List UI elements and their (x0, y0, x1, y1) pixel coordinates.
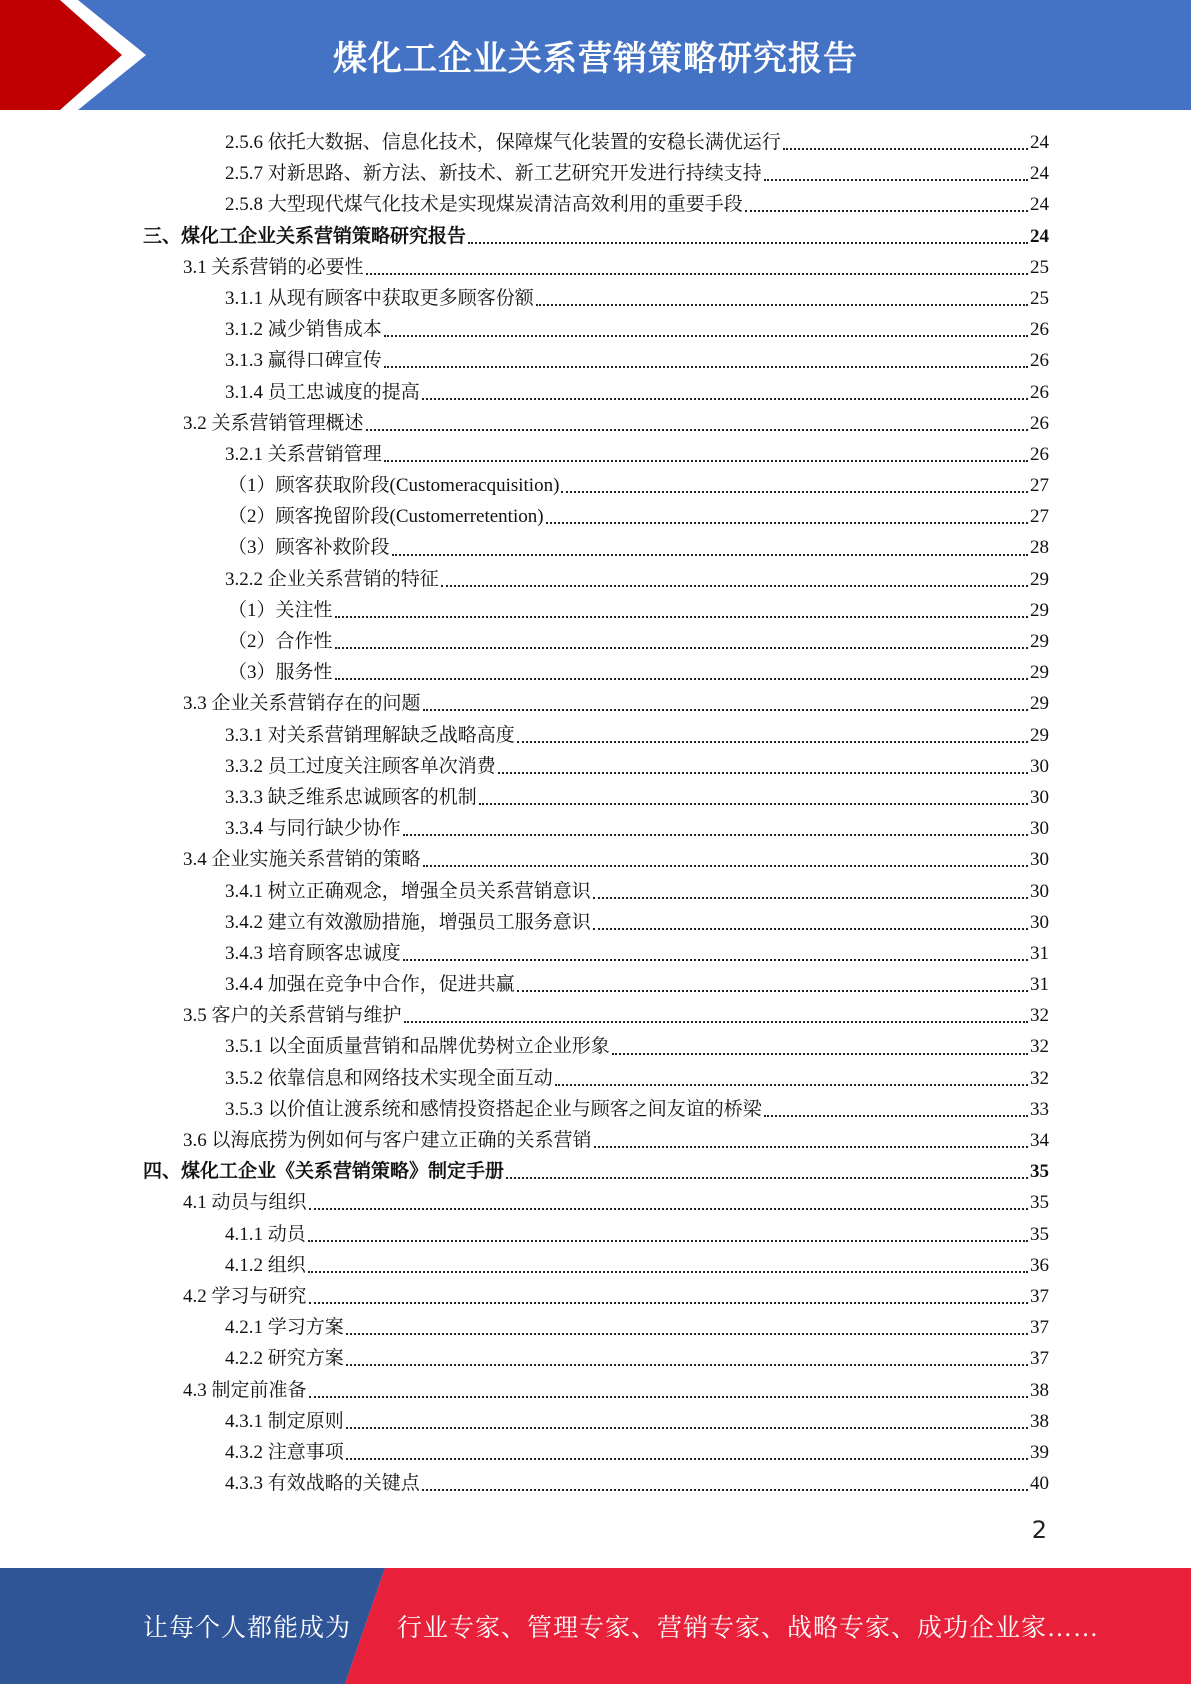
toc-entry[interactable] (0, 1468, 1049, 1499)
toc-dot-leader (346, 1426, 1028, 1429)
toc-entry[interactable] (0, 1437, 1049, 1468)
toc-entry-label: （2）合作性 (228, 631, 333, 652)
toc-entry[interactable] (0, 626, 1049, 657)
toc-entry-label: 4.3.1 制定原则 (225, 1410, 344, 1432)
toc-entry[interactable] (0, 532, 1049, 563)
toc-dot-leader (335, 615, 1028, 618)
toc-entry-page: 29 (1030, 599, 1049, 621)
toc-dot-leader (392, 553, 1028, 556)
toc-dot-leader (308, 1239, 1028, 1242)
toc-entry-page: 26 (1030, 350, 1049, 372)
toc-entry-page: 38 (1030, 1379, 1049, 1401)
toc-dot-leader (561, 490, 1028, 493)
toc-entry-page: 32 (1030, 1005, 1049, 1027)
toc-entry[interactable] (0, 501, 1049, 532)
toc-entry[interactable] (0, 408, 1049, 439)
toc-entry[interactable] (0, 252, 1049, 283)
toc-entry-label: 3.2 关系营销管理概述 (183, 412, 364, 434)
toc-entry[interactable] (0, 969, 1049, 1000)
toc-entry-label: 3.1.2 减少销售成本 (225, 319, 382, 341)
toc-dot-leader (309, 1207, 1028, 1210)
toc-entry-label: 4.3 制定前准备 (183, 1379, 307, 1401)
toc-entry[interactable] (0, 1312, 1049, 1343)
toc-entry-label: 4.2.2 研究方案 (225, 1348, 344, 1370)
toc-entry-label: 2.5.6 依托大数据、信息化技术，保障煤气化装置的安稳长满优运行 (225, 132, 781, 153)
toc-entry[interactable] (0, 1063, 1049, 1094)
toc-dot-leader (593, 896, 1028, 899)
toc-entry-label: （1）关注性 (228, 599, 333, 621)
toc-entry[interactable] (0, 876, 1049, 907)
toc-entry-page: 30 (1030, 818, 1049, 840)
toc-dot-leader (764, 178, 1028, 181)
toc-dot-leader (403, 833, 1028, 836)
toc-entry-page: 37 (1030, 1317, 1049, 1339)
header-chevron-decoration (0, 0, 160, 110)
toc-entry[interactable] (0, 688, 1049, 719)
table-of-contents (0, 127, 1191, 1499)
toc-dot-leader (308, 1270, 1028, 1273)
toc-entry[interactable] (0, 1156, 1049, 1187)
toc-entry-label: 3.5 客户的关系营销与维护 (183, 1005, 402, 1027)
toc-dot-leader (479, 802, 1028, 805)
toc-entry-label: 3.4.3 培育顾客忠诚度 (225, 942, 401, 964)
toc-dot-leader (536, 303, 1028, 306)
toc-entry[interactable] (0, 1000, 1049, 1031)
toc-entry-page: 29 (1030, 631, 1049, 652)
toc-dot-leader (441, 584, 1028, 587)
toc-entry-label: 3.3.1 对关系营销理解缺乏战略高度 (225, 724, 515, 746)
toc-entry-label: 3.3.2 员工过度关注顾客单次消费 (225, 755, 496, 777)
toc-entry-page: 30 (1030, 880, 1049, 902)
toc-entry-label: 3.6 以海底捞为例如何与客户建立正确的关系营销 (183, 1130, 592, 1151)
toc-dot-leader (346, 1332, 1028, 1335)
toc-dot-leader (612, 1052, 1028, 1055)
toc-dot-leader (422, 397, 1028, 400)
toc-entry-page: 24 (1030, 132, 1049, 153)
toc-entry-label: 3.4.1 树立正确观念，增强全员关系营销意识 (225, 880, 591, 902)
footer-slogan-left: 让每个人都能成为 (143, 1615, 352, 1642)
toc-entry-label: 三、煤化工企业关系营销策略研究报告 (143, 225, 467, 247)
toc-entry-label: （3）服务性 (228, 662, 333, 684)
toc-entry[interactable] (0, 439, 1049, 470)
toc-entry-label: 4.2 学习与研究 (183, 1285, 307, 1307)
toc-dot-leader (555, 1083, 1028, 1086)
toc-entry-page: 27 (1030, 475, 1049, 497)
page-header (0, 0, 1191, 110)
toc-entry-label: 3.1 关系营销的必要性 (183, 256, 364, 278)
page-footer (0, 1568, 1191, 1684)
toc-entry[interactable] (0, 1125, 1049, 1156)
toc-entry-label: 4.1.1 动员 (225, 1223, 306, 1245)
toc-entry[interactable] (0, 938, 1049, 969)
toc-entry-label: 3.5.2 依靠信息和网络技术实现全面互动 (225, 1067, 553, 1089)
toc-dot-leader (384, 459, 1028, 462)
toc-entry-page: 26 (1030, 412, 1049, 434)
toc-entry-page: 30 (1030, 755, 1049, 777)
toc-dot-leader (517, 740, 1028, 743)
toc-dot-leader (498, 771, 1028, 774)
toc-dot-leader (423, 708, 1028, 711)
toc-entry-page: 37 (1030, 1348, 1049, 1370)
toc-entry[interactable] (0, 283, 1049, 314)
toc-dot-leader (335, 646, 1028, 649)
toc-entry-page: 36 (1030, 1254, 1049, 1276)
toc-dot-leader (745, 209, 1028, 212)
toc-entry[interactable] (0, 1406, 1049, 1437)
toc-entry[interactable] (0, 158, 1049, 189)
footer-slogan-right: 行业专家、管理专家、营销专家、战略专家、成功企业家…… (397, 1615, 1100, 1642)
toc-entry-label: 3.3.4 与同行缺少协作 (225, 818, 401, 840)
toc-dot-leader (366, 428, 1028, 431)
toc-dot-leader (403, 958, 1028, 961)
toc-entry-page: 24 (1030, 163, 1049, 185)
toc-entry-page: 25 (1030, 287, 1049, 309)
toc-entry[interactable] (0, 1250, 1049, 1281)
toc-entry-label: 4.3.2 注意事项 (225, 1441, 344, 1463)
toc-entry[interactable] (0, 1187, 1049, 1218)
toc-dot-leader (309, 1395, 1028, 1398)
toc-entry[interactable] (0, 907, 1049, 938)
toc-dot-leader (594, 1145, 1028, 1148)
toc-entry[interactable] (0, 345, 1049, 376)
toc-entry-page: 26 (1030, 381, 1049, 403)
toc-entry[interactable] (0, 1375, 1049, 1406)
toc-entry[interactable] (0, 127, 1049, 158)
toc-entry-label: 4.1.2 组织 (225, 1254, 306, 1276)
toc-entry-page: 30 (1030, 786, 1049, 808)
toc-entry-label: 2.5.8 大型现代煤气化技术是实现煤炭清洁高效利用的重要手段 (225, 194, 743, 216)
toc-entry-label: 4.2.1 学习方案 (225, 1317, 344, 1339)
toc-entry-page: 32 (1030, 1067, 1049, 1089)
toc-entry[interactable] (0, 751, 1049, 782)
toc-entry-label: 3.3 企业关系营销存在的问题 (183, 693, 421, 715)
toc-entry[interactable] (0, 1343, 1049, 1374)
toc-entry[interactable] (0, 657, 1049, 688)
toc-dot-leader (546, 521, 1028, 524)
toc-dot-leader (468, 241, 1028, 244)
toc-dot-leader (346, 1457, 1028, 1460)
toc-dot-leader (384, 365, 1028, 368)
toc-dot-leader (404, 1020, 1028, 1023)
page-title: 煤化工企业关系营销策略研究报告 (333, 38, 858, 79)
toc-entry[interactable] (0, 470, 1049, 501)
toc-entry-page: 32 (1030, 1036, 1049, 1058)
toc-dot-leader (335, 677, 1028, 680)
toc-entry[interactable] (0, 1094, 1049, 1125)
toc-entry-label: 3.5.3 以价值让渡系统和感情投资搭起企业与顾客之间友谊的桥梁 (225, 1098, 762, 1120)
toc-entry-page: 29 (1030, 568, 1049, 590)
toc-entry-page: 29 (1030, 693, 1049, 715)
toc-entry[interactable] (0, 377, 1049, 408)
toc-entry-page: 24 (1030, 225, 1049, 247)
toc-entry[interactable] (0, 844, 1049, 875)
toc-entry-label: 3.4.2 建立有效激励措施，增强员工服务意识 (225, 911, 591, 933)
toc-entry-label: 2.5.7 对新思路、新方法、新技术、新工艺研究开发进行持续支持 (225, 163, 762, 185)
toc-dot-leader (422, 1488, 1028, 1491)
toc-list (0, 127, 1049, 1499)
toc-entry-page: 28 (1030, 537, 1049, 559)
toc-entry-page: 31 (1030, 974, 1049, 996)
toc-entry-label: 3.4.4 加强在竞争中合作，促进共赢 (225, 974, 515, 996)
toc-entry[interactable] (0, 595, 1049, 626)
toc-entry-page: 35 (1030, 1223, 1049, 1245)
toc-entry-label: 3.4 企业实施关系营销的策略 (183, 849, 421, 871)
toc-entry-label: 3.2.1 关系营销管理 (225, 443, 382, 465)
toc-entry[interactable] (0, 564, 1049, 595)
toc-entry-page: 25 (1030, 256, 1049, 278)
toc-entry-page: 29 (1030, 724, 1049, 746)
toc-entry-label: 4.1 动员与组织 (183, 1192, 307, 1214)
toc-entry-label: 3.3.3 缺乏维系忠诚顾客的机制 (225, 786, 477, 808)
toc-entry[interactable] (0, 1281, 1049, 1312)
toc-dot-leader (506, 1176, 1028, 1179)
toc-entry-page: 39 (1030, 1441, 1049, 1463)
toc-entry[interactable] (0, 1219, 1049, 1250)
toc-entry-page: 34 (1030, 1130, 1049, 1151)
toc-entry-label: 3.1.4 员工忠诚度的提高 (225, 381, 420, 403)
toc-dot-leader (517, 989, 1028, 992)
toc-entry-page: 33 (1030, 1098, 1049, 1120)
toc-entry-page: 35 (1030, 1161, 1049, 1183)
toc-entry-page: 24 (1030, 194, 1049, 216)
toc-entry-label: 3.2.2 企业关系营销的特征 (225, 568, 439, 590)
toc-entry-page: 30 (1030, 911, 1049, 933)
toc-entry-label: 四、煤化工企业《关系营销策略》制定手册 (143, 1161, 505, 1183)
toc-entry-page: 30 (1030, 849, 1049, 871)
toc-entry[interactable] (0, 314, 1049, 345)
toc-entry-label: 3.1.1 从现有顾客中获取更多顾客份额 (225, 287, 534, 309)
toc-entry-label: （3）顾客补救阶段 (228, 537, 390, 559)
toc-entry-page: 27 (1030, 506, 1049, 528)
toc-entry[interactable] (0, 720, 1049, 751)
toc-entry[interactable] (0, 221, 1049, 252)
toc-entry-label: 3.1.3 赢得口碑宣传 (225, 350, 382, 372)
toc-dot-leader (384, 334, 1028, 337)
toc-entry[interactable] (0, 813, 1049, 844)
toc-entry-page: 26 (1030, 319, 1049, 341)
toc-entry-label: 4.3.3 有效战略的关键点 (225, 1473, 420, 1495)
toc-dot-leader (309, 1301, 1028, 1304)
toc-entry-page: 31 (1030, 942, 1049, 964)
toc-entry-page: 40 (1030, 1473, 1049, 1495)
toc-entry-page: 38 (1030, 1410, 1049, 1432)
toc-entry-label: （1）顾客获取阶段(Customeracquisition) (228, 475, 560, 497)
toc-dot-leader (423, 864, 1028, 867)
toc-dot-leader (593, 927, 1028, 930)
toc-dot-leader (346, 1363, 1028, 1366)
toc-entry-page: 37 (1030, 1285, 1049, 1307)
toc-dot-leader (783, 147, 1028, 150)
page-number: 2 (1031, 1516, 1047, 1544)
toc-entry[interactable] (0, 189, 1049, 220)
toc-entry-label: 3.5.1 以全面质量营销和品牌优势树立企业形象 (225, 1036, 610, 1058)
toc-entry-page: 29 (1030, 662, 1049, 684)
toc-dot-leader (764, 1114, 1028, 1117)
toc-entry[interactable] (0, 1031, 1049, 1062)
toc-dot-leader (366, 272, 1028, 275)
toc-entry-label: （2）顾客挽留阶段(Customerretention) (228, 506, 544, 528)
toc-entry-page: 35 (1030, 1192, 1049, 1214)
toc-entry[interactable] (0, 782, 1049, 813)
toc-entry-page: 26 (1030, 443, 1049, 465)
